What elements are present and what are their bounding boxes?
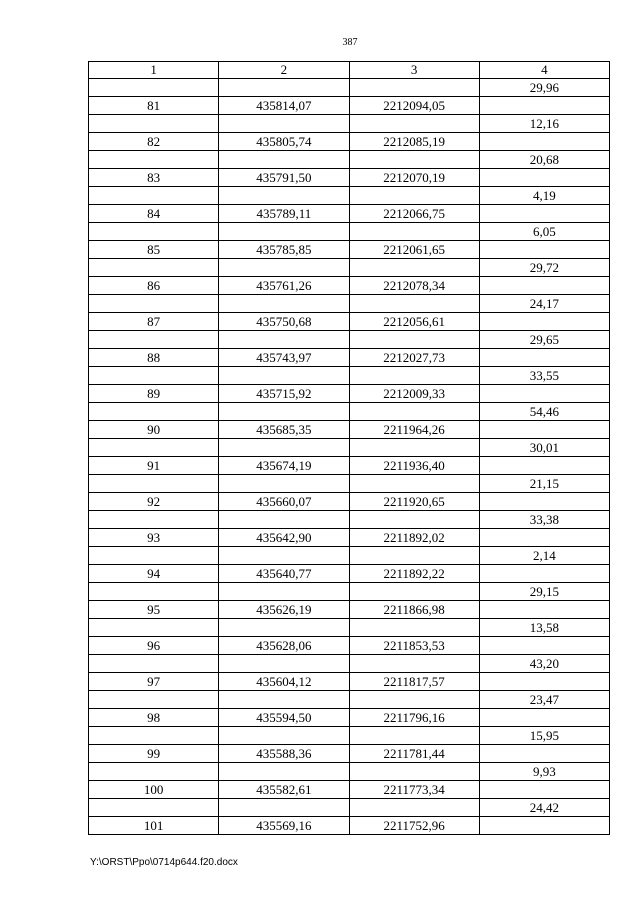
column-header-4: 4 <box>479 62 609 79</box>
point-number-cell: 94 <box>89 565 219 583</box>
x-coordinate-cell <box>219 223 349 241</box>
point-number-cell <box>89 439 219 457</box>
y-coordinate-cell: 2211892,02 <box>349 529 479 547</box>
x-coordinate-cell <box>219 259 349 277</box>
table-row <box>89 817 610 835</box>
y-coordinate-cell <box>349 583 479 601</box>
y-coordinate-cell <box>349 439 479 457</box>
table-row <box>89 511 610 529</box>
table-row <box>89 529 610 547</box>
table-row <box>89 367 610 385</box>
x-coordinate-cell <box>219 439 349 457</box>
table-row <box>89 331 610 349</box>
y-coordinate-cell <box>349 619 479 637</box>
x-coordinate-cell <box>219 187 349 205</box>
x-coordinate-cell: 435594,50 <box>219 709 349 727</box>
point-number-cell: 88 <box>89 349 219 367</box>
y-coordinate-cell: 2212085,19 <box>349 133 479 151</box>
x-coordinate-cell <box>219 367 349 385</box>
x-coordinate-cell <box>219 79 349 97</box>
x-coordinate-cell: 435626,19 <box>219 601 349 619</box>
table-row <box>89 223 610 241</box>
y-coordinate-cell: 2211936,40 <box>349 457 479 475</box>
table-row <box>89 205 610 223</box>
point-number-cell <box>89 475 219 493</box>
x-coordinate-cell <box>219 331 349 349</box>
point-number-cell <box>89 619 219 637</box>
table-row <box>89 151 610 169</box>
table-row <box>89 421 610 439</box>
point-number-cell: 97 <box>89 673 219 691</box>
table-row <box>89 133 610 151</box>
point-number-cell: 92 <box>89 493 219 511</box>
y-coordinate-cell <box>349 79 479 97</box>
table-row <box>89 259 610 277</box>
table-row <box>89 475 610 493</box>
y-coordinate-cell: 2211817,57 <box>349 673 479 691</box>
point-number-cell <box>89 295 219 313</box>
y-coordinate-cell: 2211796,16 <box>349 709 479 727</box>
segment-length-cell <box>479 133 609 151</box>
y-coordinate-cell: 2211752,96 <box>349 817 479 835</box>
page-number: 387 <box>342 37 358 48</box>
point-number-cell: 91 <box>89 457 219 475</box>
table-row <box>89 277 610 295</box>
y-coordinate-cell: 2212009,33 <box>349 385 479 403</box>
table-row <box>89 115 610 133</box>
table-row <box>89 493 610 511</box>
segment-length-cell <box>479 205 609 223</box>
segment-length-cell <box>479 601 609 619</box>
point-number-cell: 85 <box>89 241 219 259</box>
table-row <box>89 673 610 691</box>
x-coordinate-cell: 435588,36 <box>219 745 349 763</box>
y-coordinate-cell: 2212070,19 <box>349 169 479 187</box>
segment-length-cell <box>479 169 609 187</box>
segment-length-cell <box>479 673 609 691</box>
y-coordinate-cell <box>349 223 479 241</box>
y-coordinate-cell: 2211853,53 <box>349 637 479 655</box>
segment-length-cell: 24,42 <box>479 799 609 817</box>
x-coordinate-cell: 435789,11 <box>219 205 349 223</box>
segment-length-cell: 21,15 <box>479 475 609 493</box>
point-number-cell <box>89 151 219 169</box>
point-number-cell <box>89 799 219 817</box>
point-number-cell: 87 <box>89 313 219 331</box>
table-row <box>89 781 610 799</box>
table-row <box>89 349 610 367</box>
y-coordinate-cell <box>349 187 479 205</box>
x-coordinate-cell: 435642,90 <box>219 529 349 547</box>
y-coordinate-cell: 2211781,44 <box>349 745 479 763</box>
segment-length-cell: 24,17 <box>479 295 609 313</box>
point-number-cell: 83 <box>89 169 219 187</box>
point-number-cell: 86 <box>89 277 219 295</box>
x-coordinate-cell <box>219 547 349 565</box>
x-coordinate-cell: 435640,77 <box>219 565 349 583</box>
y-coordinate-cell: 2211773,34 <box>349 781 479 799</box>
y-coordinate-cell: 2212056,61 <box>349 313 479 331</box>
y-coordinate-cell <box>349 763 479 781</box>
table-row <box>89 439 610 457</box>
x-coordinate-cell <box>219 691 349 709</box>
y-coordinate-cell: 2211892,22 <box>349 565 479 583</box>
x-coordinate-cell: 435660,07 <box>219 493 349 511</box>
segment-length-cell <box>479 97 609 115</box>
segment-length-cell <box>479 385 609 403</box>
y-coordinate-cell <box>349 547 479 565</box>
table-row <box>89 655 610 673</box>
table-row <box>89 241 610 259</box>
point-number-cell: 99 <box>89 745 219 763</box>
point-number-cell: 101 <box>89 817 219 835</box>
segment-length-cell: 9,93 <box>479 763 609 781</box>
point-number-cell <box>89 187 219 205</box>
y-coordinate-cell <box>349 331 479 349</box>
point-number-cell <box>89 727 219 745</box>
x-coordinate-cell: 435750,68 <box>219 313 349 331</box>
segment-length-cell <box>479 493 609 511</box>
table-row <box>89 583 610 601</box>
y-coordinate-cell: 2211920,65 <box>349 493 479 511</box>
y-coordinate-cell: 2212061,65 <box>349 241 479 259</box>
segment-length-cell: 20,68 <box>479 151 609 169</box>
segment-length-cell: 54,46 <box>479 403 609 421</box>
point-number-cell: 95 <box>89 601 219 619</box>
x-coordinate-cell: 435604,12 <box>219 673 349 691</box>
x-coordinate-cell: 435715,92 <box>219 385 349 403</box>
point-number-cell: 90 <box>89 421 219 439</box>
point-number-cell <box>89 79 219 97</box>
segment-length-cell: 15,95 <box>479 727 609 745</box>
table-row <box>89 745 610 763</box>
x-coordinate-cell <box>219 475 349 493</box>
table-row <box>89 565 610 583</box>
segment-length-cell: 6,05 <box>479 223 609 241</box>
segment-length-cell: 13,58 <box>479 619 609 637</box>
point-number-cell: 81 <box>89 97 219 115</box>
segment-length-cell <box>479 421 609 439</box>
column-header-1: 1 <box>89 62 219 79</box>
point-number-cell <box>89 655 219 673</box>
y-coordinate-cell <box>349 151 479 169</box>
table-row <box>89 691 610 709</box>
point-number-cell <box>89 223 219 241</box>
y-coordinate-cell <box>349 295 479 313</box>
point-number-cell <box>89 547 219 565</box>
x-coordinate-cell: 435685,35 <box>219 421 349 439</box>
x-coordinate-cell: 435628,06 <box>219 637 349 655</box>
y-coordinate-cell: 2212027,73 <box>349 349 479 367</box>
y-coordinate-cell <box>349 727 479 745</box>
segment-length-cell: 43,20 <box>479 655 609 673</box>
x-coordinate-cell <box>219 583 349 601</box>
y-coordinate-cell: 2212094,05 <box>349 97 479 115</box>
x-coordinate-cell <box>219 727 349 745</box>
y-coordinate-cell: 2211866,98 <box>349 601 479 619</box>
x-coordinate-cell: 435791,50 <box>219 169 349 187</box>
x-coordinate-cell: 435582,61 <box>219 781 349 799</box>
segment-length-cell: 4,19 <box>479 187 609 205</box>
x-coordinate-cell <box>219 295 349 313</box>
point-number-cell <box>89 403 219 421</box>
x-coordinate-cell: 435569,16 <box>219 817 349 835</box>
table-row <box>89 619 610 637</box>
y-coordinate-cell <box>349 655 479 673</box>
segment-length-cell <box>479 313 609 331</box>
segment-length-cell: 29,96 <box>479 79 609 97</box>
x-coordinate-cell: 435761,26 <box>219 277 349 295</box>
point-number-cell: 93 <box>89 529 219 547</box>
x-coordinate-cell: 435805,74 <box>219 133 349 151</box>
segment-length-cell <box>479 781 609 799</box>
footer-file-path: Y:\ORST\Ppo\0714p644.f20.docx <box>90 857 238 868</box>
x-coordinate-cell <box>219 655 349 673</box>
segment-length-cell: 33,55 <box>479 367 609 385</box>
table-body <box>89 79 610 835</box>
y-coordinate-cell <box>349 115 479 133</box>
column-header-3: 3 <box>349 62 479 79</box>
y-coordinate-cell <box>349 799 479 817</box>
x-coordinate-cell: 435814,07 <box>219 97 349 115</box>
segment-length-cell <box>479 457 609 475</box>
table-row <box>89 727 610 745</box>
point-number-cell: 89 <box>89 385 219 403</box>
segment-length-cell: 2,14 <box>479 547 609 565</box>
x-coordinate-cell <box>219 151 349 169</box>
y-coordinate-cell <box>349 259 479 277</box>
table-row <box>89 601 610 619</box>
segment-length-cell <box>479 817 609 835</box>
table-row <box>89 313 610 331</box>
table-row <box>89 547 610 565</box>
point-number-cell: 82 <box>89 133 219 151</box>
y-coordinate-cell <box>349 403 479 421</box>
point-number-cell <box>89 331 219 349</box>
coordinates-table <box>88 61 610 835</box>
table-row <box>89 637 610 655</box>
table-row <box>89 295 610 313</box>
segment-length-cell <box>479 709 609 727</box>
table-row <box>89 187 610 205</box>
x-coordinate-cell <box>219 799 349 817</box>
column-header-2: 2 <box>219 62 349 79</box>
y-coordinate-cell <box>349 475 479 493</box>
y-coordinate-cell <box>349 691 479 709</box>
point-number-cell <box>89 259 219 277</box>
x-coordinate-cell <box>219 763 349 781</box>
y-coordinate-cell: 2212078,34 <box>349 277 479 295</box>
segment-length-cell <box>479 745 609 763</box>
x-coordinate-cell: 435743,97 <box>219 349 349 367</box>
table-row <box>89 763 610 781</box>
point-number-cell <box>89 691 219 709</box>
x-coordinate-cell: 435785,85 <box>219 241 349 259</box>
table-header-row <box>89 62 610 79</box>
segment-length-cell: 23,47 <box>479 691 609 709</box>
segment-length-cell <box>479 529 609 547</box>
segment-length-cell <box>479 277 609 295</box>
point-number-cell: 96 <box>89 637 219 655</box>
x-coordinate-cell <box>219 403 349 421</box>
y-coordinate-cell: 2212066,75 <box>349 205 479 223</box>
table-row <box>89 169 610 187</box>
point-number-cell <box>89 367 219 385</box>
y-coordinate-cell <box>349 367 479 385</box>
point-number-cell: 100 <box>89 781 219 799</box>
y-coordinate-cell <box>349 511 479 529</box>
x-coordinate-cell: 435674,19 <box>219 457 349 475</box>
segment-length-cell: 29,15 <box>479 583 609 601</box>
segment-length-cell <box>479 241 609 259</box>
point-number-cell: 84 <box>89 205 219 223</box>
segment-length-cell: 33,38 <box>479 511 609 529</box>
y-coordinate-cell: 2211964,26 <box>349 421 479 439</box>
x-coordinate-cell <box>219 511 349 529</box>
table-row <box>89 709 610 727</box>
point-number-cell: 98 <box>89 709 219 727</box>
segment-length-cell: 29,65 <box>479 331 609 349</box>
table-row <box>89 97 610 115</box>
point-number-cell <box>89 115 219 133</box>
point-number-cell <box>89 511 219 529</box>
segment-length-cell <box>479 349 609 367</box>
segment-length-cell: 29,72 <box>479 259 609 277</box>
table-row <box>89 385 610 403</box>
table-row <box>89 79 610 97</box>
table-row <box>89 799 610 817</box>
point-number-cell <box>89 763 219 781</box>
point-number-cell <box>89 583 219 601</box>
segment-length-cell: 30,01 <box>479 439 609 457</box>
segment-length-cell <box>479 637 609 655</box>
table-row <box>89 457 610 475</box>
x-coordinate-cell <box>219 115 349 133</box>
segment-length-cell <box>479 565 609 583</box>
segment-length-cell: 12,16 <box>479 115 609 133</box>
table-row <box>89 403 610 421</box>
x-coordinate-cell <box>219 619 349 637</box>
